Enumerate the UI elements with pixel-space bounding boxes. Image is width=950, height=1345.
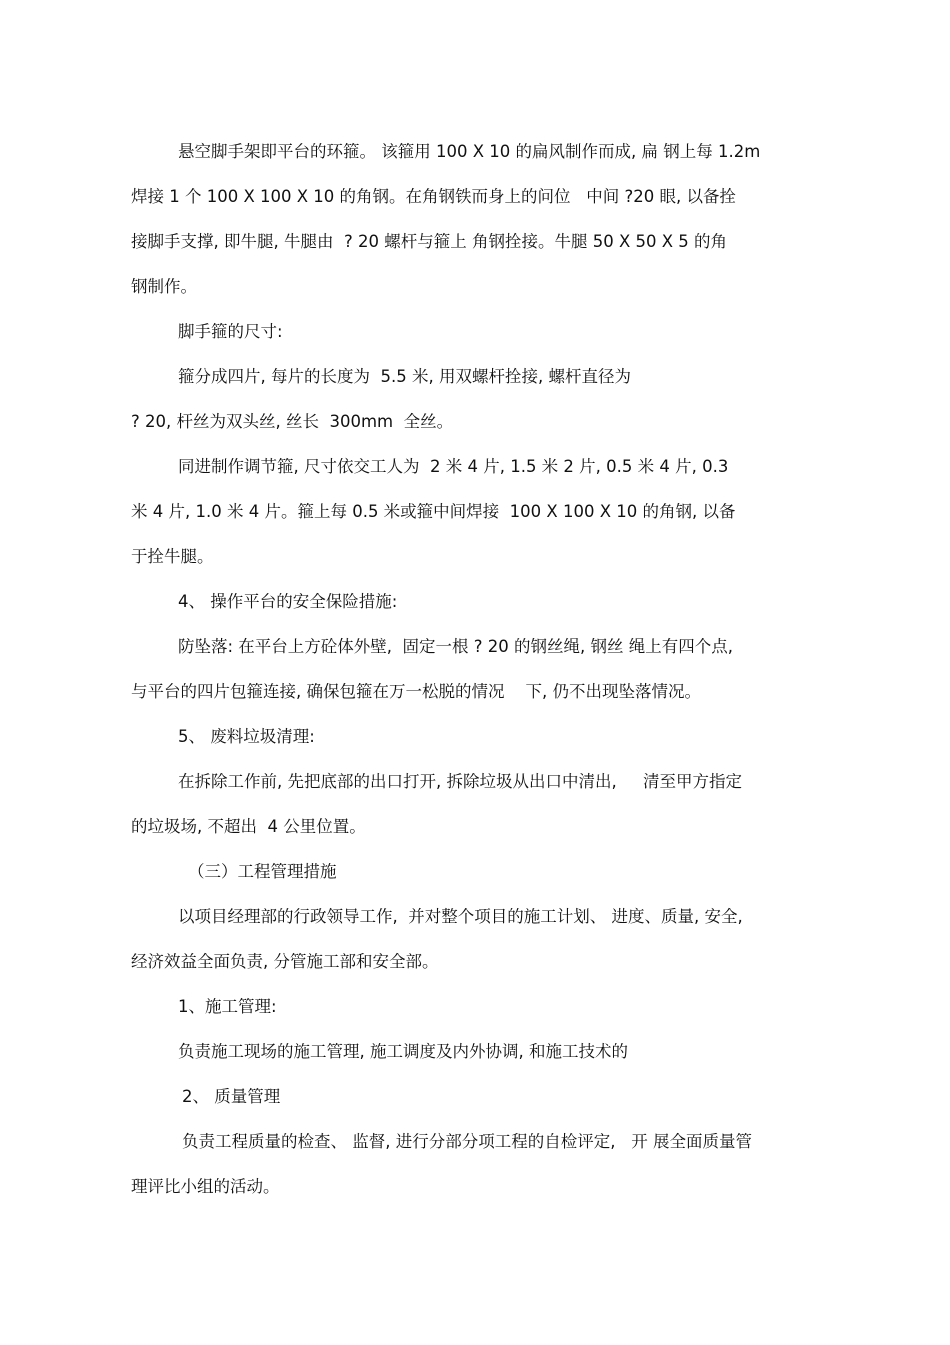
text-line: 于拴牛腿。	[131, 547, 214, 566]
text-line: 负责工程质量的检查、 监督, 进行分部分项工程的自检评定, 开 展全面质量管	[182, 1132, 752, 1151]
text-line: 以项目经理部的行政领导工作, 并对整个项目的施工计划、 进度、质量, 安全,	[178, 907, 743, 926]
text-line: 钢制作。	[131, 277, 197, 296]
text-line: ? 20, 杆丝为双头丝, 丝长 300mm 全丝。	[131, 412, 454, 431]
text-line: 箍分成四片, 每片的长度为 5.5 米, 用双螺杆拴接, 螺杆直径为	[178, 367, 631, 386]
section-heading: 1、施工管理:	[178, 997, 277, 1016]
text-line: 的垃圾场, 不超出 4 公里位置。	[131, 817, 366, 836]
section-heading: （三）工程管理措施	[188, 862, 337, 881]
section-heading: 4、 操作平台的安全保险措施:	[178, 592, 398, 611]
text-line: 接脚手支撑, 即牛腿, 牛腿由 ? 20 螺杆与箍上 角钢拴接。牛腿 50 X 50 X 5 的角	[131, 232, 728, 251]
text-line: 焊接 1 个 100 X 100 X 10 的角钢。在角钢铁而身上的问位 中间 ?20 眼, 以备拴	[131, 187, 737, 206]
text-line: 同进制作调节箍, 尺寸依交工人为 2 米 4 片, 1.5 米 2 片, 0.5 米 4 片, 0.3	[178, 457, 729, 476]
section-heading: 2、 质量管理	[182, 1087, 281, 1106]
text-line: 经济效益全面负责, 分管施工部和安全部。	[131, 952, 439, 971]
text-line: 防坠落: 在平台上方砼体外壁, 固定一根 ? 20 的钢丝绳, 钢丝 绳上有四个点,	[178, 637, 734, 656]
text-line: 米 4 片, 1.0 米 4 片。箍上每 0.5 米或箍中间焊接 100 X 100 X 10 的角钢, 以备	[131, 502, 736, 521]
text-line: 在拆除工作前, 先把底部的出口打开, 拆除垃圾从出口中清出, 清至甲方指定	[178, 772, 742, 791]
text-line: 负责施工现场的施工管理, 施工调度及内外协调, 和施工技术的	[178, 1042, 628, 1061]
text-line: 与平台的四片包箍连接, 确保包箍在万一松脱的情况 下, 仍不出现坠落情况。	[131, 682, 701, 701]
text-line: 悬空脚手架即平台的环箍。 该箍用 100 X 10 的扁风制作而成, 扁 钢上每 1.2m	[178, 142, 761, 161]
text-line: 理评比小组的活动。	[131, 1177, 280, 1196]
section-heading: 5、 废料垃圾清理:	[178, 727, 315, 746]
text-line: 脚手箍的尺寸:	[178, 322, 283, 341]
